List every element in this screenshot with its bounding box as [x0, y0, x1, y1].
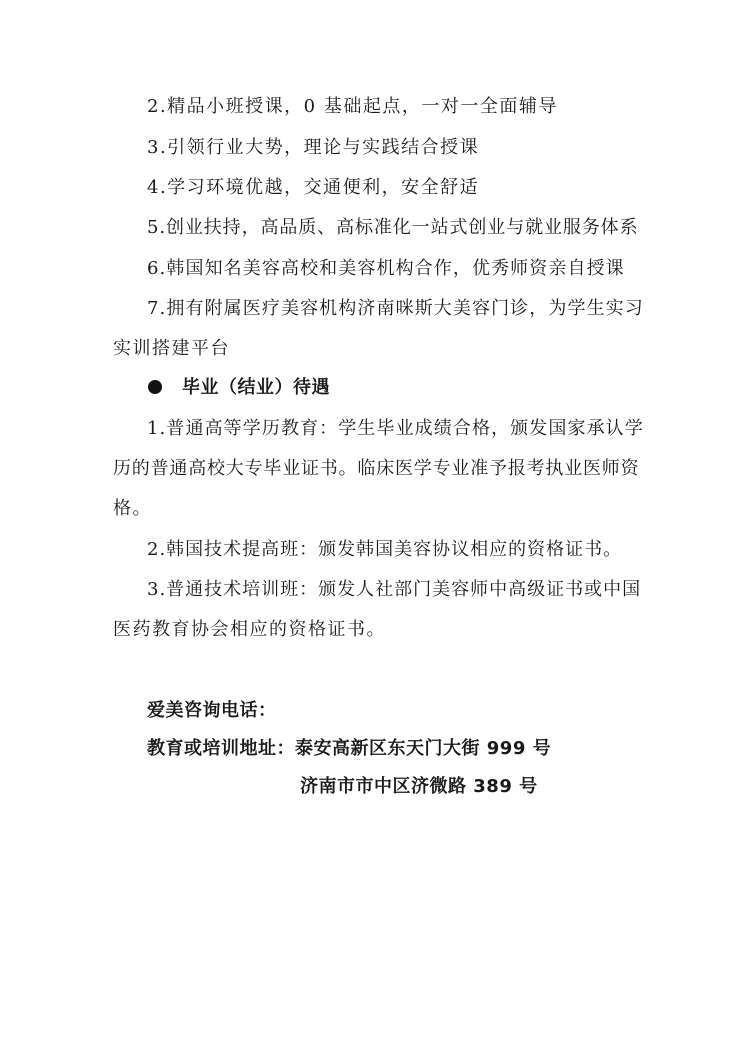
advantage-item-3: 3.引领行业大势，理论与实践结合授课 — [147, 137, 480, 158]
phone-label: 爱美咨询电话： — [147, 700, 277, 721]
address-line-2: 济南市市中区济微路 389 号 — [300, 776, 538, 797]
bullet-icon — [148, 380, 162, 394]
graduation-line-3: 3.普通技术培训班：颁发人社部门美容师中高级证书或中国 — [147, 579, 642, 600]
graduation-line-1-end: 格。 — [113, 498, 152, 519]
graduation-line-2: 2.韩国技术提高班：颁发韩国美容协议相应的资格证书。 — [147, 539, 623, 560]
graduation-line-1-cont: 历的普通高校大专毕业证书。临床医学专业准予报考执业医师资 — [113, 458, 640, 479]
graduation-line-1: 1.普通高等学历教育：学生毕业成绩合格，颁发国家承认学 — [147, 418, 644, 439]
graduation-heading: 毕业（结业）待遇 — [182, 377, 330, 398]
advantage-item-7: 7.拥有附属医疗美容机构济南咪斯大美容门诊，为学生实习 — [147, 298, 644, 319]
advantage-item-4: 4.学习环境优越，交通便利，安全舒适 — [147, 177, 480, 198]
advantage-item-2: 2.精品小班授课，0 基础起点，一对一全面辅导 — [147, 96, 558, 117]
graduation-line-3-cont: 医药教育协会相应的资格证书。 — [113, 619, 386, 640]
address-line-1: 教育或培训地址：泰安高新区东天门大街 999 号 — [147, 738, 552, 759]
advantage-item-7-continued: 实训搭建平台 — [113, 338, 230, 359]
advantage-item-6: 6.韩国知名美容高校和美容机构合作，优秀师资亲自授课 — [147, 258, 625, 279]
advantage-item-5: 5.创业扶持，高品质、高标准化一站式创业与就业服务体系 — [147, 217, 639, 238]
